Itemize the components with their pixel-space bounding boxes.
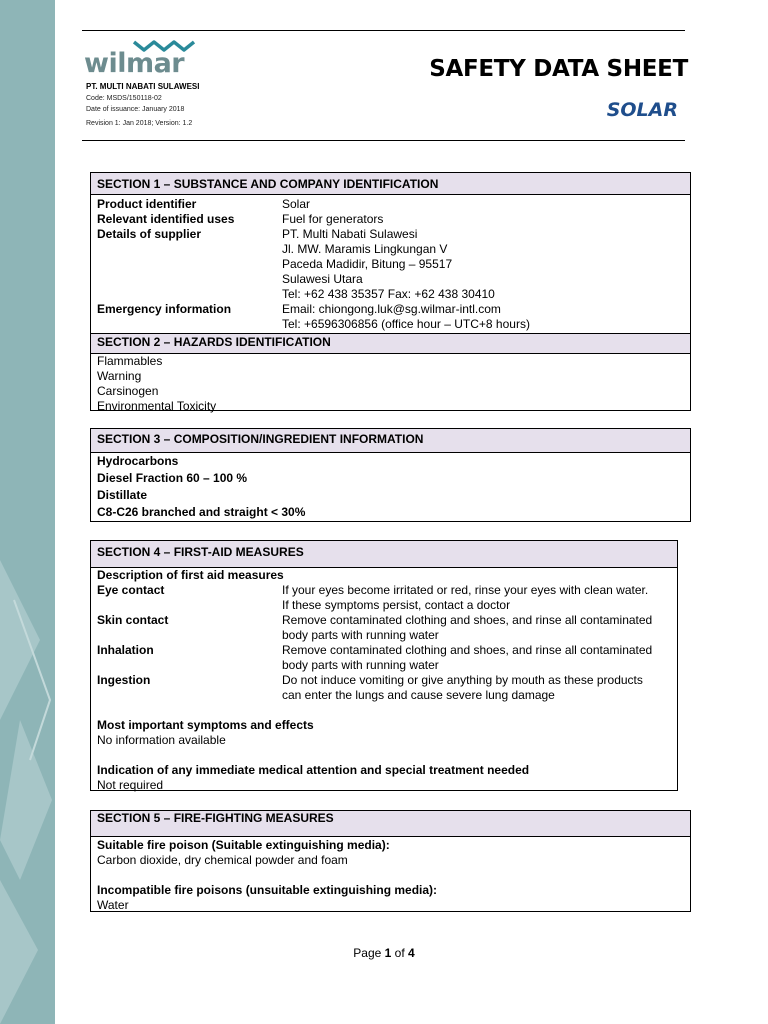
suitable-media-value: Carbon dioxide, dry chemical powder and foam xyxy=(97,853,348,867)
document-code: Code: MSDS/150118-02 xyxy=(86,95,162,102)
emergency-label: Emergency information xyxy=(97,302,232,316)
inhalation-label: Inhalation xyxy=(97,643,154,657)
supplier-label: Details of supplier xyxy=(97,227,202,241)
page-total: 4 xyxy=(408,946,415,960)
section-5 xyxy=(90,810,691,912)
uses-row xyxy=(97,212,684,227)
hazard-item: Flammables xyxy=(97,354,163,368)
company-logo: wilmar xyxy=(84,48,185,79)
incompatible-media-value: Water xyxy=(97,898,129,912)
section-3-body xyxy=(91,453,690,523)
section-4-body xyxy=(91,568,677,795)
supplier-line: Jl. MW. Maramis Lingkungan V xyxy=(282,242,448,256)
emergency-details xyxy=(282,302,684,332)
attention-label: Indication of any immediate medical attention and special treatment needed xyxy=(97,763,530,777)
section-2-title: SECTION 2 – HAZARDS IDENTIFICATION xyxy=(91,333,690,354)
spacer xyxy=(97,703,671,718)
eye-contact-line: If these symptoms persist, contact a doctor xyxy=(282,598,511,612)
section-1-2 xyxy=(90,172,691,411)
ingestion-text xyxy=(282,673,671,703)
company-name: PT. MULTI NABATI SULAWESI xyxy=(86,82,200,91)
supplier-line: Sulawesi Utara xyxy=(282,272,363,286)
supplier-row xyxy=(97,227,684,302)
skin-contact-text xyxy=(282,613,671,643)
sidebar-pattern xyxy=(0,0,55,1024)
header-bottom-rule xyxy=(82,140,685,141)
decorative-sidebar xyxy=(0,0,55,1024)
skin-contact-row xyxy=(97,613,671,643)
section-5-body xyxy=(91,837,690,915)
hazard-item: Carsinogen xyxy=(97,384,159,398)
eye-contact-label: Eye contact xyxy=(97,583,165,597)
of-word: of xyxy=(394,946,405,960)
composition-item: Diesel Fraction 60 – 100 % xyxy=(97,471,248,485)
issuance-date: Date of issuance: January 2018 xyxy=(86,106,185,113)
skin-contact-line: Remove contaminated clothing and shoes, and rinse all contaminated xyxy=(282,613,653,627)
product-title: SOLAR xyxy=(606,99,678,121)
supplier-details xyxy=(282,227,684,302)
eye-contact-row xyxy=(97,583,671,613)
skin-contact-label: Skin contact xyxy=(97,613,169,627)
supplier-line: PT. Multi Nabati Sulawesi xyxy=(282,227,418,241)
section-1-title: SECTION 1 – SUBSTANCE AND COMPANY IDENTIFICATION xyxy=(91,173,690,195)
revision-info: Revision 1: Jan 2018; Version: 1.2 xyxy=(86,120,193,127)
emergency-email: Email: chiongong.luk@sg.wilmar-intl.com xyxy=(282,302,501,316)
document-title: SAFETY DATA SHEET xyxy=(429,56,688,82)
attention-value: Not required xyxy=(97,778,164,792)
section-3 xyxy=(90,428,691,522)
emergency-phone: Tel: +6596306856 (office hour – UTC+8 hours) xyxy=(282,317,530,331)
hazard-item: Warning xyxy=(97,369,142,383)
hazard-item: Environmental Toxicity xyxy=(97,399,217,413)
skin-contact-line: body parts with running water xyxy=(282,628,439,642)
section-2-body xyxy=(91,354,690,416)
eye-contact-text xyxy=(282,583,671,613)
page-current: 1 xyxy=(384,946,392,960)
supplier-line: Tel: +62 438 35357 Fax: +62 438 30410 xyxy=(282,287,495,301)
composition-item: C8-C26 branched and straight < 30% xyxy=(97,505,306,519)
suitable-media-label: Suitable fire poison (Suitable extinguishing media): xyxy=(97,838,390,852)
ingestion-line: Do not induce vomiting or give anything by mouth as these products xyxy=(282,673,643,687)
composition-item: Distillate xyxy=(97,488,148,502)
spacer xyxy=(97,868,684,883)
ingestion-line: can enter the lungs and cause severe lung damage xyxy=(282,688,555,702)
ingestion-label: Ingestion xyxy=(97,673,151,687)
section-4 xyxy=(90,540,678,791)
page-footer xyxy=(0,946,768,960)
supplier-line: Paceda Madidir, Bitung – 95517 xyxy=(282,257,453,271)
eye-contact-line: If your eyes become irritated or red, rinse your eyes with clean water. xyxy=(282,583,649,597)
uses-value: Fuel for generators xyxy=(282,212,384,226)
symptoms-label: Most important symptoms and effects xyxy=(97,718,314,732)
page-word: Page xyxy=(353,946,382,960)
uses-label: Relevant identified uses xyxy=(97,212,235,226)
inhalation-line: Remove contaminated clothing and shoes, and rinse all contaminated xyxy=(282,643,653,657)
header-top-rule xyxy=(82,30,685,31)
inhalation-text xyxy=(282,643,671,673)
description-label: Description of first aid measures xyxy=(97,568,284,582)
incompatible-media-label: Incompatible fire poisons (unsuitable extinguishing media): xyxy=(97,883,438,897)
section-5-title: SECTION 5 – FIRE-FIGHTING MEASURES xyxy=(91,811,690,837)
inhalation-line: body parts with running water xyxy=(282,658,439,672)
section-1-body xyxy=(91,195,690,333)
section-3-title: SECTION 3 – COMPOSITION/INGREDIENT INFORMATION xyxy=(91,429,690,453)
symptoms-value: No information available xyxy=(97,733,226,747)
spacer xyxy=(97,748,671,763)
ingestion-row xyxy=(97,673,671,703)
product-identifier-label: Product identifier xyxy=(97,197,197,211)
inhalation-row xyxy=(97,643,671,673)
composition-item: Hydrocarbons xyxy=(97,454,179,468)
section-4-title: SECTION 4 – FIRST-AID MEASURES xyxy=(91,541,677,568)
emergency-row xyxy=(97,302,684,332)
product-identifier-value: Solar xyxy=(282,197,311,211)
product-identifier-row xyxy=(97,197,684,212)
